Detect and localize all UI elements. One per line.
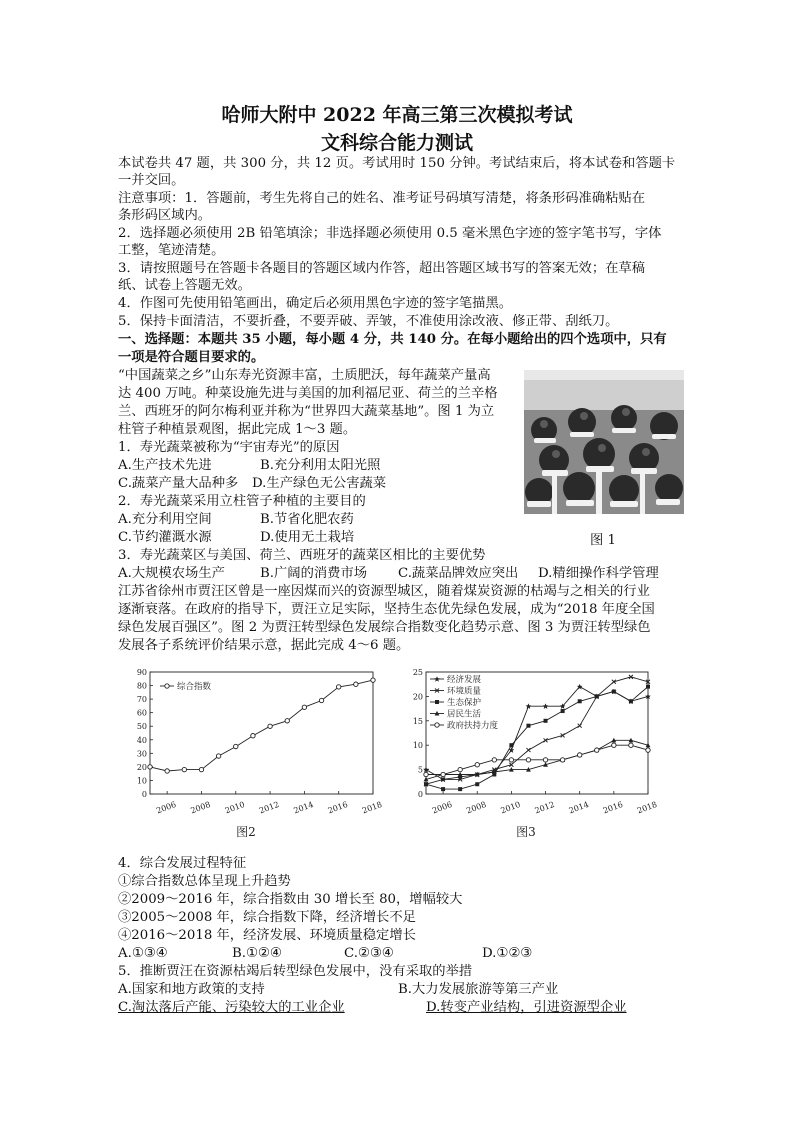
legend-label: 经济发展 [447, 675, 482, 685]
q5-option-b: B.大力发展旅游等第三产业 [398, 982, 559, 997]
q2-option-d: D.使用无土栽培 [260, 530, 355, 545]
note-2: 2．选择题必须使用 2B 铅笔填涂；非选择题必须使用 0.5 毫米黑色字迹的签字笔书写，字体 [118, 226, 662, 241]
q5-option-c: C.淘汰落后产能、污染较大的工业企业 [118, 1000, 345, 1015]
y-tick-label: 0 [417, 790, 423, 799]
x-tick-label: 2018 [361, 799, 384, 816]
intro-line: 一并交回。 [118, 173, 185, 188]
y-tick-label: 10 [136, 776, 147, 786]
passage-2-line: 逐渐衰落。在政府的指导下，贾汪立足实际，坚持生态优先绿色发展，成为“2018 年度全国 [118, 602, 655, 617]
data-point [216, 754, 220, 758]
y-tick-label: 25 [412, 668, 423, 677]
passage-1-line: 柱管子种植景观图，据此完成 1～3 题。 [118, 422, 357, 437]
q4-statement-1: ①综合指数总体呈现上升趋势 [118, 874, 291, 889]
x-tick-label: 2012 [258, 799, 281, 816]
q4-statement-2: ②2009～2016 年，综合指数由 30 增长至 80，增幅较大 [118, 892, 463, 907]
data-point [458, 787, 462, 791]
note-1: 注意事项：1．答题前，考生先将自己的姓名、准考证号码填写清楚，将条形码准确粘贴在 [118, 191, 646, 206]
data-point [234, 744, 238, 748]
data-point [509, 743, 513, 747]
data-point [526, 724, 530, 728]
composite-index-chart [118, 660, 388, 845]
y-tick-label: 90 [136, 668, 147, 677]
figure-caption: 图2 [236, 825, 256, 839]
data-point [475, 782, 479, 786]
q3-option-a: A.大规模农场生产 [118, 566, 225, 581]
data-point [165, 769, 169, 773]
data-point [595, 748, 599, 752]
q3-option-c: C.蔬菜品牌效应突出 [398, 566, 519, 581]
data-point [268, 724, 272, 728]
figure-1-photo [524, 370, 684, 514]
data-point [646, 685, 650, 689]
question-3-stem: 3．寿光蔬菜区与美国、荷兰、西班牙的蔬菜区相比的主要优势 [118, 548, 486, 563]
section-heading: 一、选择题：本题共 35 小题，每小题 4 分，共 140 分。在每小题给出的四个选项中，只有 [118, 332, 667, 347]
x-tick-label: 2010 [223, 799, 247, 816]
data-point [629, 699, 633, 703]
y-tick-label: 0 [141, 790, 147, 799]
figure-3 [398, 660, 666, 845]
q4-option-c: C.②③④ [344, 946, 394, 961]
data-point [199, 767, 203, 771]
y-tick-label: 15 [412, 716, 423, 726]
data-point [612, 743, 616, 747]
y-tick-label: 20 [412, 692, 423, 702]
series-line [150, 680, 373, 771]
q4-option-d: D.①②③ [482, 946, 533, 961]
question-2-stem: 2．寿光蔬菜采用立柱管子种植的主要目的 [118, 494, 366, 509]
data-point [441, 787, 445, 791]
data-point [182, 767, 186, 771]
data-point [526, 758, 530, 762]
legend-label: 生态保护 [447, 698, 482, 708]
q3-option-d: D.精细操作科学管理 [538, 566, 659, 581]
note-2-cont: 工整，笔迹清楚。 [118, 243, 225, 258]
x-tick-label: 2016 [601, 799, 625, 816]
vertical-planting-photo [524, 370, 684, 514]
legend-marker [165, 684, 169, 688]
note-3-cont: 纸、试卷上答题无效。 [118, 278, 251, 293]
y-tick-label: 50 [136, 722, 147, 732]
x-tick-label: 2014 [292, 799, 315, 816]
x-tick-label: 2018 [636, 799, 659, 816]
legend-label: 居民生活 [447, 709, 482, 720]
data-point [646, 748, 650, 752]
question-1-stem: 1．寿光蔬菜被称为“宇宙寿光”的原因 [118, 440, 340, 455]
x-tick-label: 2008 [189, 799, 212, 816]
q1-option-d: D.生产绿色无公害蔬菜 [252, 476, 387, 491]
exam-subtitle: 文科综合能力测试 [320, 132, 473, 154]
y-tick-label: 80 [136, 681, 147, 691]
data-point [441, 772, 445, 776]
note-5: 5．保持卡面清洁，不要折叠，不要弄破、弄皱，不准使用涂改液、修正带、刮纸刀。 [118, 314, 619, 329]
data-point [148, 765, 152, 769]
y-tick-label: 30 [136, 749, 147, 759]
legend-label: 环境质量 [447, 686, 482, 697]
q1-option-b: B.充分利用太阳光照 [260, 458, 381, 473]
figure-1-caption: 图 1 [590, 533, 616, 548]
data-point [336, 685, 340, 689]
exam-title: 哈师大附中 2022 年高三第三次模拟考试 [221, 104, 573, 126]
q5-option-d: D.转变产业结构，引进资源型企业 [426, 1000, 627, 1015]
data-point [424, 772, 428, 776]
legend-marker [435, 723, 439, 727]
question-5-stem: 5．推断贾汪在资源枯竭后转型绿色发展中，没有采取的举措 [118, 964, 473, 979]
x-tick-label: 2008 [465, 799, 488, 816]
data-point [492, 758, 496, 762]
q5-option-a: A.国家和地方政策的支持 [118, 982, 265, 997]
passage-2-line: 发展各子系统评价结果示意，据此完成 4～6 题。 [118, 638, 410, 653]
data-point [578, 724, 582, 728]
data-point [612, 690, 616, 694]
q4-option-a: A.①③④ [118, 946, 168, 961]
data-point [526, 748, 530, 752]
x-tick-label: 2016 [326, 799, 349, 816]
data-point [424, 782, 428, 786]
data-point [251, 734, 255, 738]
subsystem-chart [398, 660, 666, 845]
q2-option-c: C.节约灌溉水源 [118, 530, 212, 545]
y-tick-label: 5 [417, 765, 423, 775]
q3-option-b: B.广阔的消费市场 [260, 566, 368, 581]
data-point [285, 719, 289, 723]
passage-2-line: 绿色发展百强区”。图 2 为贾汪转型绿色发展综合指数变化趋势示意、图 3 为贾汪转型绿色 [118, 620, 651, 635]
legend-label: 综合指数 [177, 682, 212, 692]
passage-1-line: 达 400 万吨。种菜设施先进与美国的加利福尼亚、荷兰的兰辛格 [118, 386, 498, 401]
q1-option-c: C.蔬菜产量大品种多 [118, 476, 239, 491]
y-tick-label: 40 [136, 735, 147, 745]
note-3: 3．请按照题号在答题卡各题目的答题区域内作答，超出答题区域书写的答案无效；在草稿 [118, 261, 646, 276]
data-point [371, 678, 375, 682]
data-point [543, 758, 547, 762]
q2-option-a: A.充分利用空间 [118, 512, 212, 527]
q4-option-b: B.①②④ [232, 946, 282, 961]
x-tick-label: 2010 [499, 799, 522, 816]
figure-2 [118, 660, 388, 845]
data-point [319, 698, 323, 702]
x-tick-label: 2012 [533, 799, 556, 816]
data-point [578, 699, 582, 703]
data-point [302, 705, 306, 709]
x-tick-label: 2006 [155, 799, 178, 816]
figure-caption: 图3 [516, 825, 536, 839]
passage-1-line: “中国蔬菜之乡”山东寿光资源丰富，土质肥沃，每年蔬菜产量高 [118, 368, 491, 383]
y-tick-label: 20 [136, 762, 147, 772]
passage-2-line: 江苏省徐州市贾汪区曾是一座因煤而兴的资源型城区，随着煤炭资源的枯竭与之相关的行业 [118, 584, 650, 599]
data-point [544, 719, 548, 723]
data-point [595, 694, 599, 698]
intro-line: 本试卷共 47 题，共 300 分，共 12 页。考试用时 150 分钟。考试结束后，将本试卷和答题卡 [118, 156, 676, 171]
data-point [629, 743, 633, 747]
section-heading-cont: 一项是符合题目要求的。 [118, 350, 265, 365]
y-tick-label: 10 [412, 741, 423, 751]
legend-marker [435, 700, 439, 704]
data-point [354, 682, 358, 686]
q2-option-b: B.节省化肥农药 [260, 512, 354, 527]
q4-statement-4: ④2016～2018 年，经济发展、环境质量稳定增长 [118, 928, 416, 943]
q1-option-a: A.生产技术先进 [118, 458, 212, 473]
x-tick-label: 2006 [431, 799, 454, 816]
note-4: 4．作图可先使用铅笔画出，确定后必须用黑色字迹的签字笔描黑。 [118, 296, 513, 311]
data-point [560, 758, 564, 762]
x-tick-label: 2014 [567, 799, 590, 816]
data-point [458, 767, 462, 771]
data-point [475, 763, 479, 767]
y-tick-label: 70 [136, 695, 147, 705]
question-4-stem: 4．综合发展过程特征 [118, 856, 247, 871]
data-point [577, 753, 581, 757]
y-tick-label: 60 [136, 708, 147, 718]
passage-1-line: 兰、西班牙的阿尔梅利亚并称为“世界四大蔬菜基地”。图 1 为立 [118, 404, 495, 419]
data-point [509, 758, 513, 762]
note-1-cont: 条形码区域内。 [118, 208, 212, 223]
q4-statement-3: ③2005～2008 年，综合指数下降，经济增长不足 [118, 910, 416, 925]
legend-label: 政府扶持力度 [447, 721, 499, 731]
data-point [561, 709, 565, 713]
